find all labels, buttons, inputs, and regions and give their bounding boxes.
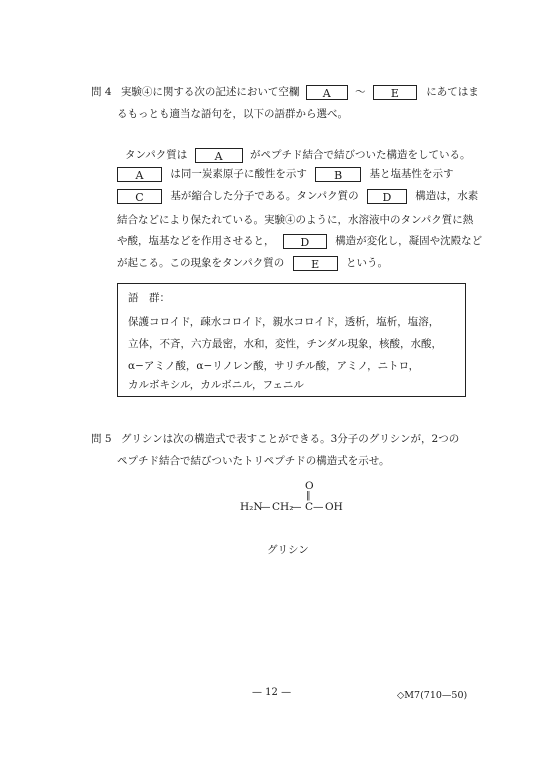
p5-text-b: 構造が変化し，凝固や沈殿など: [335, 235, 483, 247]
bond-2: —: [291, 501, 302, 513]
amino-group: H₂N: [240, 501, 263, 513]
blank-D-box: D: [367, 189, 407, 204]
blank-A-box: A: [117, 167, 162, 182]
paragraph-line-2: [117, 166, 454, 182]
blank-D-box: D: [283, 234, 327, 249]
p1-text-b: がペプチド結合で結びついた構造をしている。: [249, 149, 471, 161]
carbon-atom: C: [305, 501, 314, 513]
p3-text-a: 基が縮合した分子である。タンパク質の: [170, 190, 359, 202]
q5-line-2: ペプチド結合で結びついたトリペプチドの構造式を示せ。: [117, 455, 390, 467]
exam-code: ◇M7(710—50): [397, 690, 468, 701]
paragraph-line-3: [117, 188, 478, 204]
q4-heading: [91, 84, 479, 100]
page-number: — 12 —: [252, 687, 292, 698]
q5-number: 問 5: [91, 433, 112, 445]
paragraph-line-1: [125, 147, 470, 163]
p3-text-b: 構造は，水素: [415, 190, 479, 202]
blank-E-box: E: [373, 85, 417, 100]
blank-E-box: E: [293, 256, 338, 271]
bond-1: —: [260, 501, 271, 513]
p6-text-b: という。: [345, 257, 388, 269]
glycine-caption: グリシン: [267, 544, 309, 556]
vocab-title: 語 群：: [128, 292, 170, 304]
q5-line-1: [91, 431, 459, 446]
vocab-row-4: カルボキシル，カルボニル，フェニル: [128, 379, 304, 391]
vocab-row-3: α−アミノ酸，α−リノレン酸，サリチル酸，アミノ，ニトロ，: [128, 360, 420, 372]
vocabulary-box: [117, 283, 466, 397]
p1-text-a: タンパク質は: [125, 149, 188, 161]
p2-text-a: は同一炭素原子に酸性を示す: [170, 168, 307, 180]
paragraph-line-6: [117, 255, 388, 271]
q4-intro-3: るもっとも適当な語句を，以下の語群から選べ。: [117, 108, 348, 120]
tilde-symbol: 〜: [355, 86, 366, 98]
q4-intro-2: にあてはま: [426, 86, 479, 98]
paragraph-line-4: 結合などにより保たれている。実験④のように，水溶液中のタンパク質に熱: [117, 214, 474, 226]
carbonyl-oxygen: O: [305, 480, 314, 492]
double-bond: ‖: [306, 491, 311, 501]
paragraph-line-5: [117, 233, 482, 249]
blank-C-box: C: [117, 189, 162, 204]
q4-intro-1: 実験④に関する次の記述において空欄: [120, 86, 300, 98]
vocab-row-2: 立体，不斉，六方最密，水和，変性，チンダル現象，核酸，水酸，: [128, 338, 443, 350]
glycine-structure: [240, 480, 360, 520]
q5-text-1: グリシンは次の構造式で表すことができる。3分子のグリシンが，2つの: [120, 433, 460, 445]
blank-A-box: A: [195, 148, 243, 163]
blank-B-box: B: [315, 167, 361, 182]
bond-3: —: [313, 501, 324, 513]
p6-text-a: が起こる。この現象をタンパク質の: [117, 257, 285, 269]
q4-number: 問 4: [91, 86, 112, 98]
p5-text-a: や酸，塩基などを作用させると，: [117, 235, 275, 247]
hydroxyl-group: OH: [325, 501, 343, 513]
blank-A-box: A: [306, 85, 348, 100]
p2-text-b: 基と塩基性を示す: [369, 168, 454, 180]
vocab-row-1: 保護コロイド，疎水コロイド，親水コロイド，透析，塩析，塩溶，: [128, 316, 440, 328]
methylene-group: CH₂: [272, 501, 294, 513]
